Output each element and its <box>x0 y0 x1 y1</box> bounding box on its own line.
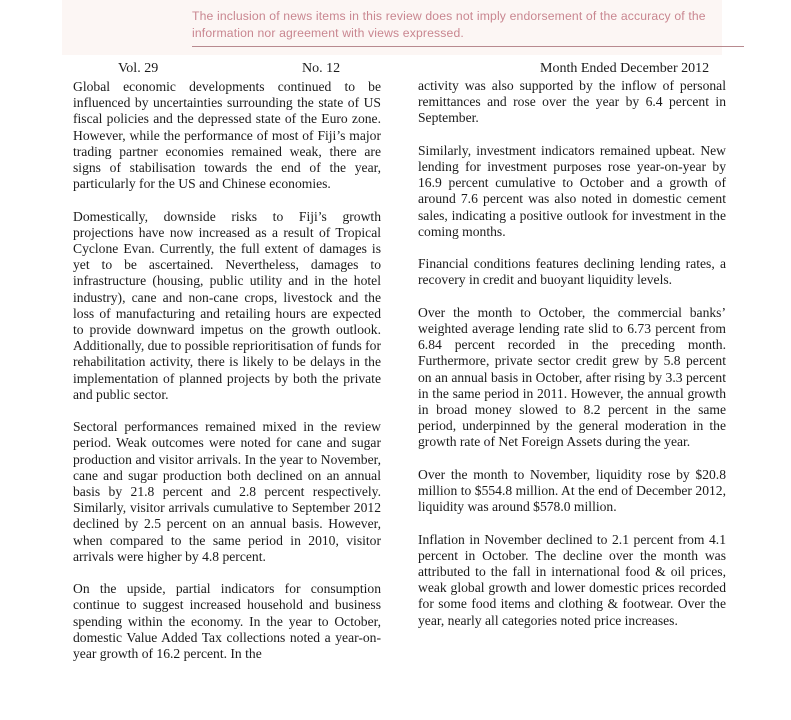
paragraph-consumption: On the upside, partial indicators for consumption continue to suggest increased household and business spending within the economy. In the year to October, domestic Value Added Tax collections noted a year-on-year growth of 16.2 percent. In the <box>73 581 381 662</box>
period-label: Month Ended December 2012 <box>540 61 710 76</box>
paragraph-global-developments: Global economic developments continued to be influenced by uncertainties surrounding the state of US fiscal policies and the depressed state of the Euro zone. However, while the performance of most of Fiji’s major trading partner economies remained weak, there are signs of stabilisation towards the end of the year, particularly for the US and Chinese economies. <box>73 79 381 192</box>
left-column <box>73 79 381 678</box>
issue-masthead <box>0 61 791 79</box>
issue-number-label: No. 12 <box>302 61 341 76</box>
disclaimer-notice <box>62 0 722 55</box>
paragraph-remittances: activity was also supported by the inflow of personal remittances and rose over the year by 6.4 percent in September. <box>418 78 726 126</box>
paragraph-liquidity: Over the month to November, liquidity rose by $20.8 million to $554.8 million. At the end of December 2012, liquidity was around $578.0 million. <box>418 466 726 515</box>
paragraph-inflation: Inflation in November declined to 2.1 percent from 4.1 percent in October. The decline over the month was attributed to the fall in international food & oil prices, weak global growth and lower domestic prices recorded for some food items and clothing & footwear. Over the year, nearly all categories noted price increases. <box>418 531 726 628</box>
paragraph-investment: Similarly, investment indicators remained upbeat. New lending for investment purposes rose year-on-year by 16.9 percent cumulative to October and a growth of around 7.6 percent was also noted in domestic cement sales, indicating a positive outlook for investment in the coming months. <box>418 142 726 239</box>
notice-divider <box>192 46 744 47</box>
paragraph-financial-conditions: Financial conditions features declining lending rates, a recovery in credit and buoyant liquidity levels. <box>418 256 726 288</box>
right-column <box>418 78 726 645</box>
paragraph-sectoral-performance: Sectoral performances remained mixed in the review period. Weak outcomes were noted for cane and sugar production and visitor arrivals. In the year to November, cane and sugar production both declined on an annual basis by 21.8 percent and 2.8 percent respectively. Similarly, visitor arrivals cumulative to September 2012 declined by 2.5 percent on an annual basis. However, when compared to the same period in 2010, visitor arrivals were higher by 4.8 percent. <box>73 419 381 564</box>
disclaimer-text: The inclusion of news items in this review does not imply endorsement of the accuracy of the information nor agreement with views expressed. <box>192 9 706 40</box>
paragraph-domestic-risks: Domestically, downside risks to Fiji’s growth projections have now increased as a result of Tropical Cyclone Evan. Currently, the full extent of damages is yet to be ascertained. Nevertheless, damages to infrastructure (housing, public utility and in the hotel industry), cane and non-cane crops, livestock and the loss of manufacturing and retailing hours are expected to provide downward impetus on the growth outlook. Additionally, due to possible reprioritisation of funds for rehabilitation activity, there is likely to be delays in the implementation of planned projects by both the private and public sector. <box>73 208 381 402</box>
volume-label: Vol. 29 <box>118 61 159 76</box>
paragraph-lending-credit: Over the month to October, the commercial banks’ weighted average lending rate slid to 6.73 percent from 6.84 percent recorded in the preceding month. Furthermore, private sector credit grew by 5.8 percent on an annual basis in October, after rising by 3.3 percent in the same period in 2011. However, the annual growth in broad money slowed to 8.2 percent in the same period, underpinned by the general moderation in the growth rate of Net Foreign Assets during the year. <box>418 304 726 450</box>
